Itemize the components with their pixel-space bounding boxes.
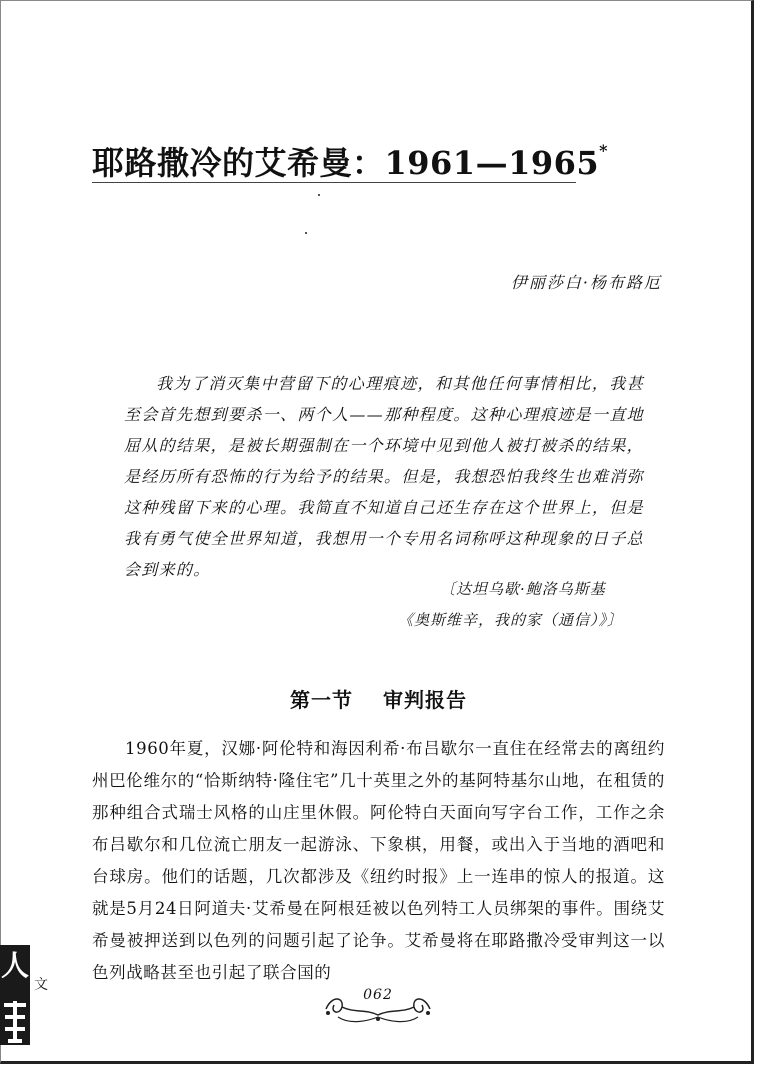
epigraph-source-work: 《奥斯维辛，我的家（通信）》〕 [398, 611, 624, 629]
page-number-ornament [318, 983, 438, 1029]
body-paragraph: 1960年夏，汉娜·阿伦特和海因利希·布吕歇尔一直住在经常去的离纽约州巴伦维尔的“恰斯纳特·隆住宅”几十英里之外的基阿特基尔山地，在租赁的那种组合式瑞士风格的山庄里休假。阿伦特白天面向写字台工作，工作之余布吕歇尔和几位流亡朋友一起游泳、下象棋，用餐，或出入于当地的酒吧和台球房。他们的话题，几次都涉及《纽约时报》上一连串的惊人的报道。这就是5月24日阿道夫·艾希曼在阿根廷被以色列特工人员绑架的事件。围绕艾希曼被押送到以色列的问题引起了论争。艾希曼将在耶路撒冷受审判这一以色列战略甚至也引起了联合国的 [92, 739, 665, 982]
section-title: 审判报告 [383, 688, 467, 712]
chapter-title-text: 耶路撒冷的艾希曼：1961—1965 [92, 144, 600, 182]
footnote-mark: * [599, 141, 609, 161]
body-text [92, 733, 665, 989]
logo-char-ren: 人 [0, 949, 30, 982]
section-number: 第一节 [290, 688, 353, 712]
page-number: 062 [363, 987, 393, 1003]
speck [318, 194, 320, 196]
logo-char-wen: 文 [34, 977, 48, 993]
author-name: 伊丽莎白·杨布路厄 [510, 273, 662, 292]
epigraph-text: 我为了消灭集中营留下的心理痕迹，和其他任何事情相比，我甚至会首先想到要杀一、两个人——那种程度。这种心理痕迹是一直地屈从的结果，是被长期强制在一个环境中见到他人被打被杀的结果，是经历所有恐怖的行为给予的结果。但是，我想恐怕我终生也难消弥这种残留下来的心理。我简直不知道自己还生存在这个世界上，但是我有勇气使全世界知道，我想用一个专用名词称呼这种现象的日子总会到来的。 [124, 374, 644, 579]
epigraph-source-author: 〔达坦乌歇·鲍洛乌斯基 [440, 580, 606, 598]
section-heading [0, 684, 757, 713]
speck [305, 232, 307, 234]
series-logo [0, 945, 48, 1045]
epigraph [124, 368, 644, 585]
chapter-title [92, 138, 608, 184]
title-rule [92, 182, 576, 183]
